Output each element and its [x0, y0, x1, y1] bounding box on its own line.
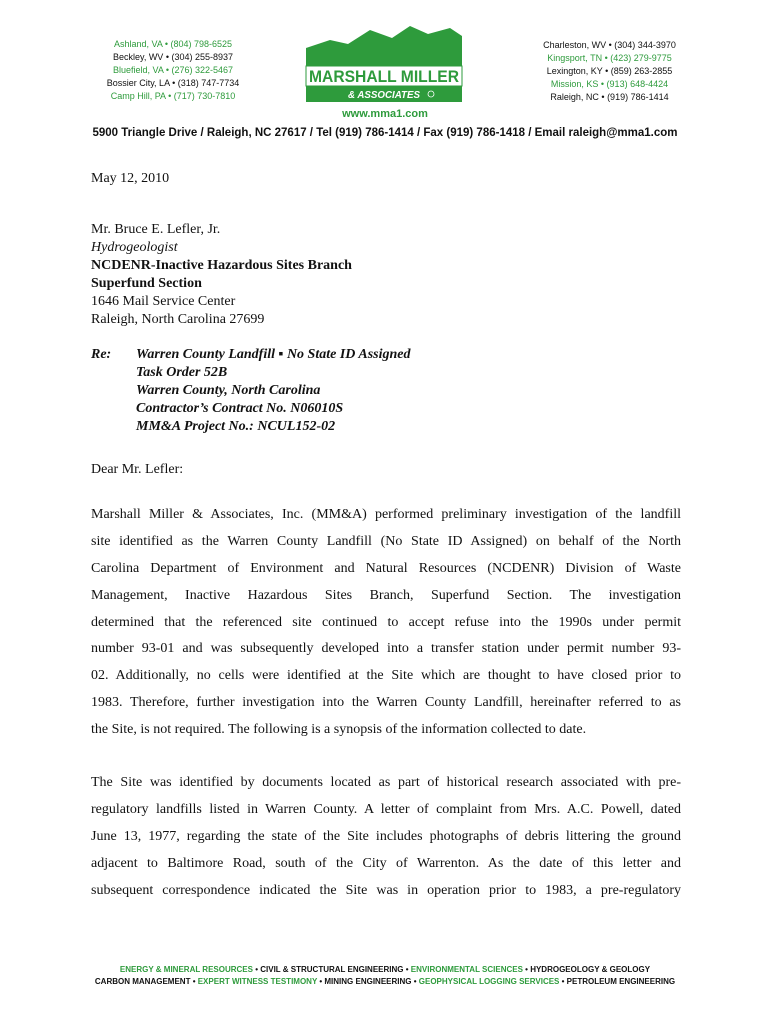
footer-separator: •	[252, 965, 261, 974]
paragraph-line: Carolina Department of Environment and Natural Resources (NCDENR) Division of Waste	[91, 560, 681, 576]
letter-date: May 12, 2010	[91, 171, 170, 186]
website-link[interactable]: www.mma1.com	[342, 108, 428, 120]
footer-item: PETROLEUM ENGINEERING	[566, 977, 676, 986]
paragraph-line: June 13, 1977, regarding the state of the Site includes photographs of debris littering the ground	[91, 828, 681, 844]
footer-separator: •	[317, 977, 325, 986]
re-line: Task Order 52B	[136, 365, 228, 380]
paragraph-line: The Site was identified by documents located as part of historical research associated with pre-	[91, 775, 681, 790]
recipient-branch: NCDENR-Inactive Hazardous Sites Branch	[91, 258, 352, 273]
letterhead-address: 5900 Triangle Drive / Raleigh, NC 27617 / Tel (919) 786-1414 / Fax (919) 786-1418 / Email raleigh@mma1.com	[92, 127, 678, 139]
footer-item: HYDROGEOLOGY & GEOLOGY	[530, 965, 651, 974]
footer-item: GEOPHYSICAL LOGGING SERVICES	[418, 977, 560, 986]
recipient-street: 1646 Mail Service Center	[91, 294, 236, 309]
offices-right	[532, 39, 687, 104]
recipient-title: Hydrogeologist	[91, 240, 178, 255]
footer-separator: •	[403, 965, 411, 974]
office-line: Lexington, KY • (859) 263-2855	[546, 66, 673, 76]
paragraph-line: number 93-01 and was subsequently developed into a transfer station under permit number 93-	[91, 641, 681, 657]
paragraph-line: Management, Inactive Hazardous Sites Branch, Superfund Section. The investigation	[91, 587, 681, 603]
footer-item: CARBON MANAGEMENT	[94, 977, 191, 986]
paragraph-line: adjacent to Baltimore Road, south of the City of Warrenton. As the date of this letter and	[91, 855, 681, 871]
recipient-name: Mr. Bruce E. Lefler, Jr.	[91, 222, 221, 237]
office-line: Ashland, VA • (804) 798-6525	[113, 39, 233, 49]
paragraph-line: 02. Additionally, no cells were identified at the Site which are thought to have closed prior to	[91, 668, 681, 684]
recipient-city: Raleigh, North Carolina 27699	[91, 312, 265, 327]
re-line: Contractor’s Contract No. N06010S	[136, 401, 344, 416]
footer-services-line-2	[0, 977, 770, 986]
footer-separator: •	[411, 977, 419, 986]
body-paragraph-1	[91, 502, 681, 744]
company-logo	[300, 22, 468, 106]
office-line: Charleston, WV • (304) 344-3970	[543, 40, 676, 50]
office-line: Bluefield, VA • (276) 322-5467	[112, 65, 234, 75]
logo-graphic	[300, 22, 468, 106]
paragraph-line: the Site, is not required. The following is a synopsis of the information collected to date.	[91, 722, 587, 738]
footer-separator: •	[559, 977, 567, 986]
offices-left	[98, 38, 248, 103]
footer-services-line-1	[0, 965, 770, 974]
office-line: Kingsport, TN • (423) 279-9775	[547, 53, 672, 63]
footer-item: ENVIRONMENTAL SCIENCES	[410, 965, 523, 974]
paragraph-line: site identified as the Warren County Landfill (No State ID Assigned) on behalf of the North	[91, 533, 681, 549]
footer-separator: •	[522, 965, 531, 974]
salutation: Dear Mr. Lefler:	[91, 462, 184, 477]
logo-associates: & ASSOCIATES	[348, 90, 421, 101]
re-line: Warren County, North Carolina	[136, 383, 321, 398]
office-line: Bossier City, LA • (318) 747-7734	[106, 78, 240, 88]
logo-name: MARSHALL MILLER	[309, 67, 459, 86]
body-paragraph-2	[91, 770, 681, 904]
office-line: Beckley, WV • (304) 255-8937	[112, 52, 234, 62]
paragraph-line: regulatory landfills listed in Warren County. A letter of complaint from Mrs. A.C. Powell, dated	[91, 801, 681, 817]
office-line: Camp Hill, PA • (717) 730-7810	[110, 91, 236, 101]
footer-item: CIVIL & STRUCTURAL ENGINEERING	[260, 965, 404, 974]
office-line: Mission, KS • (913) 648-4424	[550, 79, 669, 89]
paragraph-line: 1983. Therefore, further investigation into the Warren County Landfill, hereinafter referred to as	[91, 695, 681, 711]
recipient-section: Superfund Section	[91, 276, 202, 291]
footer-item: ENERGY & MINERAL RESOURCES	[119, 965, 253, 974]
footer-item: EXPERT WITNESS TESTIMONY	[197, 977, 318, 986]
re-line: Warren County Landfill ▪ No State ID Assigned	[136, 347, 411, 362]
paragraph-line: subsequent correspondence indicated the Site was in operation prior to 1983, a pre-regulatory	[91, 882, 681, 898]
office-line: Raleigh, NC • (919) 786-1414	[550, 92, 669, 102]
footer-separator: •	[190, 977, 198, 986]
paragraph-line: Marshall Miller & Associates, Inc. (MM&A) performed preliminary investigation of the landfill	[91, 507, 681, 522]
paragraph-line: determined that the referenced site continued to accept refuse into the 1990s under permit	[91, 614, 681, 630]
re-label: Re:	[91, 347, 112, 362]
footer-item: MINING ENGINEERING	[324, 977, 412, 986]
re-line: MM&A Project No.: NCUL152-02	[136, 419, 336, 434]
